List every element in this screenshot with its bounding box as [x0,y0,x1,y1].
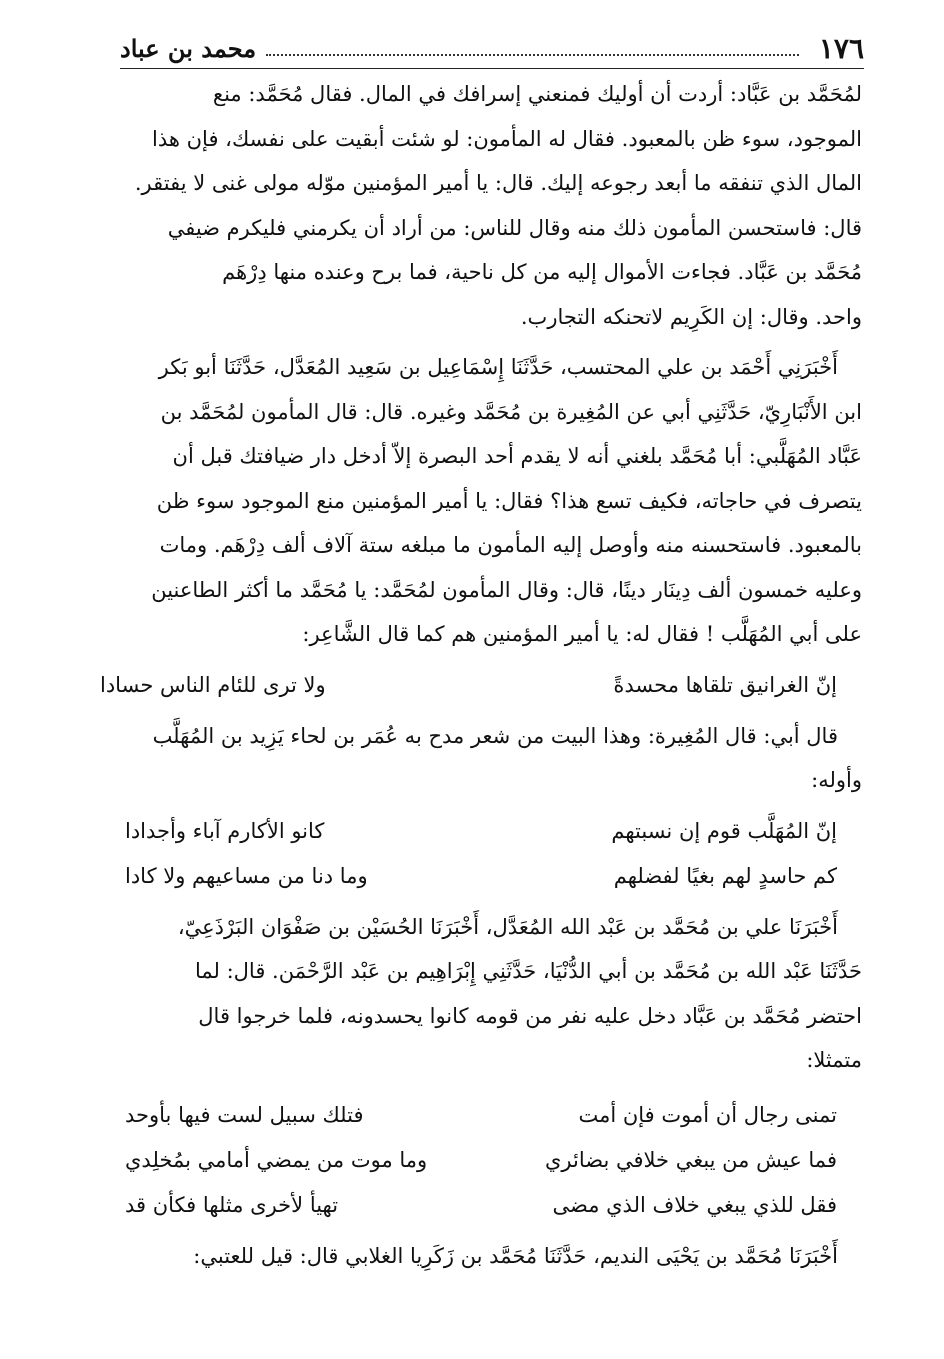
text-line: بالمعبود. فاستحسنه منه وأوصل إليه المأمون ما مبلغه ستة آلاف ألف دِرْهَم. ومات [159,533,862,557]
paragraph-1 [90,72,862,339]
verse-line [90,663,862,708]
verse-line [90,1138,862,1183]
verse-line [90,1183,862,1228]
verse-line [90,854,862,899]
verse-second-hemistich: وما موت من يمضي أمامي بمُخلِدي [125,1147,428,1172]
paragraph-4 [90,905,862,1083]
verse-first-hemistich: كم حاسدٍ لهم بغيًا لفضلهم [613,863,837,888]
poem-verses-3 [90,1093,862,1228]
text-line: واحد. وقال: إن الكَرِيم لاتحنكه التجارب. [520,304,862,329]
text-line: المال الذي تنفقه ما أبعد رجوعه إليك. قال: يا أمير المؤمنين موّله مولى غنى لا يفتقر. [134,171,862,195]
text-line: أَخْبَرَنَا علي بن مُحَمَّد بن عَبْد الله المُعَدَّل، أَخْبَرَنَا الحُسَيْن بن صَفْوَان البَرْذَعِيّ، [177,914,838,939]
text-line: متمثلا: [806,1048,862,1072]
verse-second-hemistich: فتلك سبيل لست فيها بأوحد [125,1102,364,1127]
poem-verse-1 [90,663,862,708]
page-header [120,28,864,69]
text-line: وأوله: [811,768,862,792]
body-text [90,72,862,1278]
paragraph-5 [90,1234,862,1279]
header-dot-leader [266,40,799,56]
verse-first-hemistich: فقل للذي يبغي خلاف الذي مضى [552,1192,837,1217]
text-line: وعليه خمسون ألف دِينَار دينًا، قال: وقال المأمون لمُحَمَّد: يا مُحَمَّد ما أكثر الطاعنين [151,577,862,602]
text-line: قال: فاستحسن المأمون ذلك منه وقال للناس: من أراد أن يكرمني فليكرم ضيفي [167,215,862,240]
text-line: عَبَّاد المُهَلَّبي: أبا مُحَمَّد بلغني أنه لا يقدم أحد البصرة إلاّ أدخل دار ضيافتك قبل أن [172,444,862,468]
text-line: ابن الأَنْبَارِيّ، حَدَّثَنِي أبي عن المُغِيرة بن مُحَمَّد وغيره. قال: قال المأمون لمُحَمَّد بن [160,399,862,424]
text-line: مُحَمَّد بن عَبَّاد. فجاءت الأموال إليه من كل ناحية، فما برح وعنده منها دِرْهَم [222,260,862,284]
verse-second-hemistich: وما دنا من مساعيهم ولا كادا [125,863,368,888]
verse-line [90,1093,862,1138]
text-line: احتضر مُحَمَّد بن عَبَّاد دخل عليه نفر من قومه كانوا يحسدونه، فلما خرجوا قال [198,1003,862,1028]
verse-line [90,809,862,854]
verse-first-hemistich: تمنى رجال أن أموت فإن أمت [578,1102,837,1127]
text-line: قال أبي: قال المُغِيرة: وهذا البيت من شعر مدح به عُمَر بن لحاء يَزِيد بن المُهَلَّب [152,723,838,748]
text-line: أَخْبَرَنَا مُحَمَّد بن يَحْيَى النديم، حَدَّثَنَا مُحَمَّد بن زَكَرِيا الغلابي قال: قيل للعتبي: [193,1243,838,1268]
verse-second-hemistich: ولا ترى للئام الناس حسادا [100,672,326,697]
paragraph-3 [90,714,862,803]
verse-second-hemistich: تهيأ لأخرى مثلها فكأن قد [125,1192,339,1217]
text-line: لمُحَمَّد بن عَبَّاد: أردت أن أوليك فمنعني إسرافك في المال. فقال مُحَمَّد: منع [212,82,862,106]
text-line: الموجود، سوء ظن بالمعبود. فقال له المأمون: لو شئت أبقيت على نفسك، فإن هذا [152,126,862,151]
running-head: محمد بن عباد [120,33,257,63]
text-line: حَدَّثَنَا عَبْد الله بن مُحَمَّد بن أبي الدُّنْيَا، حَدَّثَنِي إِبْرَاهِيم بن عَبْد الرَّحْمَن. قال: لما [194,959,862,983]
page-number: ١٧٦ [818,31,864,65]
verse-first-hemistich: إنّ الغرانيق تلقاها محسدةً [613,672,837,697]
text-line: على أبي المُهَلَّب ! فقال له: يا أمير المؤمنين هم كما قال الشَّاعِر: [302,622,862,646]
text-line: يتصرف في حاجاته، فكيف تسع هذا؟ فقال: يا أمير المؤمنين منع الموجود سوء ظن [156,488,862,513]
verse-first-hemistich: فما عيش من يبغي خلافي بضائري [544,1147,837,1172]
verse-first-hemistich: إنّ المُهَلَّب قوم إن نسبتهم [611,818,837,843]
poem-verses-2 [90,809,862,899]
text-line: أَخْبَرَنِي أَحْمَد بن علي المحتسب، حَدَّثَنَا إِسْمَاعِيل بن سَعِيد المُعَدَّل، حَدَّثَنَا أبو بَكر [158,355,838,379]
paragraph-2 [90,345,862,657]
verse-second-hemistich: كانو الأكارم آباء وأجدادا [125,818,325,843]
